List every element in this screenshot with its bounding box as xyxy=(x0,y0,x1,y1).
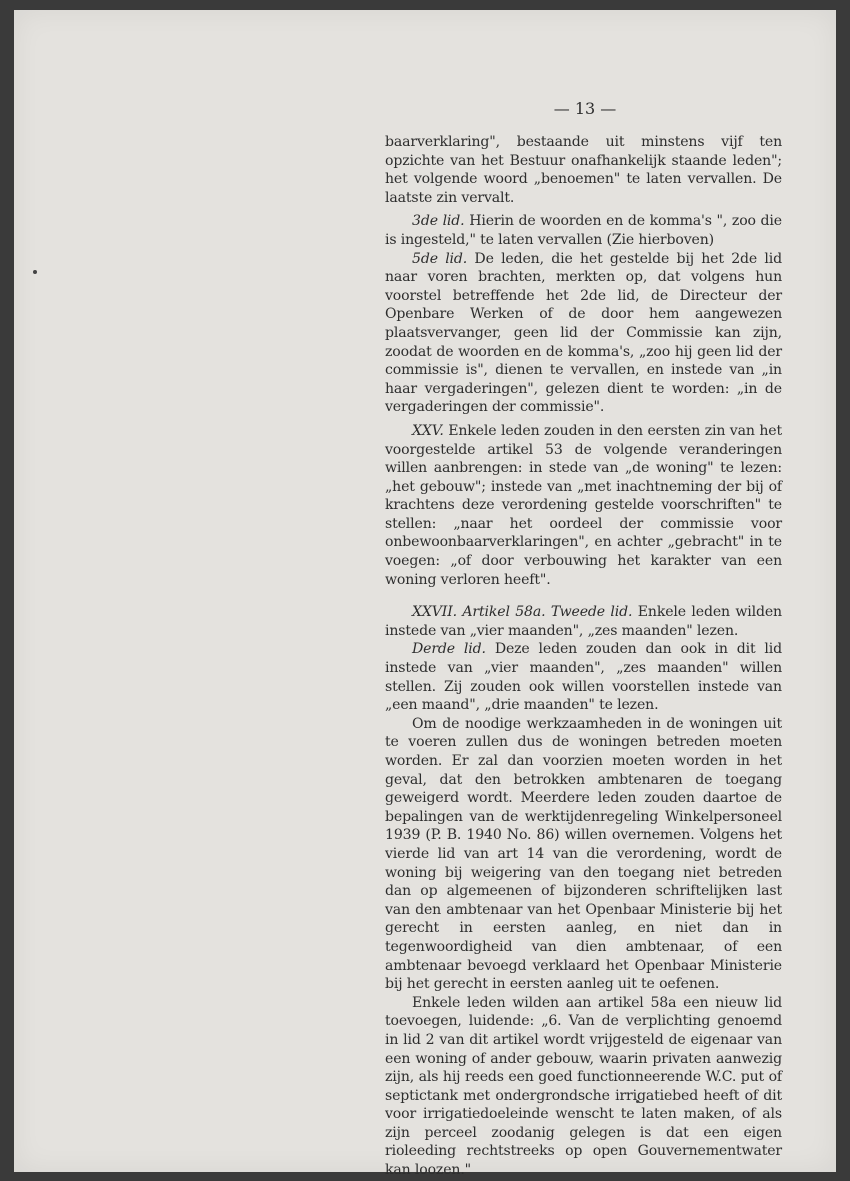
paragraph xyxy=(385,640,782,714)
section-label: Derde lid. xyxy=(412,641,486,658)
margin-dot xyxy=(33,270,37,274)
paragraph xyxy=(385,603,782,640)
paragraph xyxy=(385,250,782,417)
paragraph-text: Hierin de woorden en de komma's ", zoo die is ingesteld," te laten vervallen (Zie hierboven) xyxy=(385,213,782,248)
paragraph-text: Om de noodige werkzaamheden in de woningen uit te voeren zullen dus de woningen betreden moeten worden. Er zal dan voorzien moeten worden in het geval, dat den betrokken ambtenaren de toegang geweigerd wordt. Meerdere leden zouden daartoe de bepalingen van de werktijdenregeling Winkelpersoneel 1939 (P. B. 1940 No. 86) willen overnemen. Volgens het vierde lid van art 14 van die verordening, wordt de woning bij weigering van den toegang niet betreden dan op algemeenen of bijzonderen schriftelijken last van den ambtenaar van het Openbaar Ministerie bij het gerecht in eersten aanleg, en niet dan in tegenwoordigheid van dien ambtenaar, of een ambtenaar bevoegd verklaard het Openbaar Ministerie bij het gerecht in eersten aanleg uit te oefenen. xyxy=(385,715,782,993)
section-label: XXVII. Artikel 58a. Tweede lid. xyxy=(412,604,633,621)
paragraph xyxy=(385,422,782,589)
section-label: 5de lid. xyxy=(412,250,468,267)
paragraph xyxy=(385,133,782,207)
document-body xyxy=(385,133,782,1180)
section-label: XXV. xyxy=(412,422,444,439)
paragraph-text: baarverklaring", bestaande uit minstens vijf ten opzichte van het Bestuur onafhankelijk staande leden"; het volgende woord „benoemen" te laten vervallen. De laatste zin vervalt. xyxy=(385,134,782,206)
paragraph-text: Enkele leden wilden instede van „vier maanden", „zes maanden" lezen. xyxy=(385,604,782,639)
paragraph xyxy=(385,212,782,249)
paragraph xyxy=(385,994,782,1180)
paragraph-text: Deze leden zouden dan ook in dit lid instede van „vier maanden", „zes maanden" willen stellen. Zij zouden ook willen voorstellen instede van „een maand", „drie maanden" te lezen. xyxy=(385,641,782,714)
section-label: 3de lid. xyxy=(412,213,465,230)
paragraph-text: Enkele leden wilden aan artikel 58a een nieuw lid toevoegen, luidende: „6. Van de verplichting genoemd in lid 2 van dit artikel wordt vrijgesteld de eigenaar van een woning of ander gebouw, waarin privaten aanwezig zijn, als hij reeds een goed functionneerende W.C. put of septictank met ondergrondsche irrigatiebed heeft of dit voor irrigatiedoeleinde wenscht te laten maken, of als zijn perceel zoodanig gelegen is dat een eigen rioleeding rechtstreeks op open Gouvernementwater kan loozen." xyxy=(385,994,782,1179)
paragraph xyxy=(385,715,782,994)
paragraph-text: Enkele leden zouden in den eersten zin van het voorgestelde artikel 53 de volgende veranderingen willen aanbrengen: in stede van „de woning" te lezen: „het gebouw"; instede van „met inachtneming der bij of krachtens deze verordening gestelde voorschriften" te stellen: „naar het oordeel der commissie voor onbewoonbaarverklaringen", en achter „gebracht" in te voegen: „of door verbouwing het karakter van een woning verloren heeft". xyxy=(385,422,782,588)
paragraph-text: De leden, die het gestelde bij het 2de lid naar voren brachten, merkten op, dat volgens hun voorstel betreffende het 2de lid, de Directeur der Openbare Werken of de door hem aangewezen plaatsvervanger, geen lid der Commissie kan zijn, zoodat de woorden en de komma's, „zoo hij geen lid der commissie is", dienen te vervallen, en instede van „in haar vergaderingen", gelezen dient te worden: „in de vergaderingen der commissie". xyxy=(385,250,782,416)
page-number: — 13 — xyxy=(553,99,617,118)
